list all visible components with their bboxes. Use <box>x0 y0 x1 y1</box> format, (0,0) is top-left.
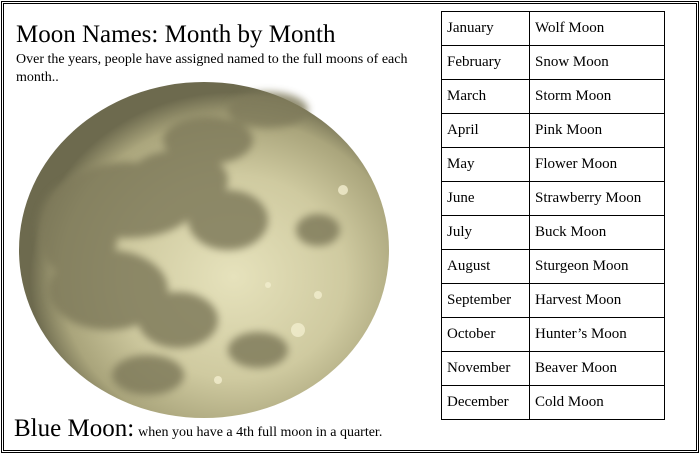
month-cell: October <box>442 318 530 352</box>
moon-name-cell: Harvest Moon <box>530 284 665 318</box>
blue-moon-note <box>14 414 382 448</box>
moon-name-cell: Wolf Moon <box>530 12 665 46</box>
moon-name-cell: Cold Moon <box>530 386 665 420</box>
table-row <box>442 46 665 80</box>
table-row <box>442 182 665 216</box>
moon-name-cell: Flower Moon <box>530 148 665 182</box>
moon-name-cell: Strawberry Moon <box>530 182 665 216</box>
table-row <box>442 216 665 250</box>
month-cell: April <box>442 114 530 148</box>
moon-name-cell: Pink Moon <box>530 114 665 148</box>
moon-name-cell: Buck Moon <box>530 216 665 250</box>
month-cell: January <box>442 12 530 46</box>
moon-name-cell: Storm Moon <box>530 80 665 114</box>
table-row <box>442 12 665 46</box>
page-title: Moon Names: Month by Month <box>16 21 336 48</box>
full-moon-image <box>18 80 390 420</box>
moon-name-cell: Sturgeon Moon <box>530 250 665 284</box>
moon-name-cell: Snow Moon <box>530 46 665 80</box>
month-cell: March <box>442 80 530 114</box>
table-row <box>442 148 665 182</box>
table-row <box>442 386 665 420</box>
blue-moon-heading: Blue Moon: <box>14 415 135 442</box>
month-cell: July <box>442 216 530 250</box>
table-row <box>442 352 665 386</box>
blue-moon-definition: when you have a 4th full moon in a quarter. <box>138 425 383 440</box>
table-row <box>442 250 665 284</box>
table-row <box>442 284 665 318</box>
table-row <box>442 80 665 114</box>
table-row <box>442 318 665 352</box>
moon-name-cell: Hunter’s Moon <box>530 318 665 352</box>
moon-names-table <box>441 11 665 420</box>
month-cell: February <box>442 46 530 80</box>
month-cell: September <box>442 284 530 318</box>
month-cell: August <box>442 250 530 284</box>
moon-illustration <box>18 80 390 420</box>
page-subtitle: Over the years, people have assigned named to the full moons of each month.. <box>16 52 408 85</box>
month-cell: November <box>442 352 530 386</box>
month-cell: June <box>442 182 530 216</box>
table-row <box>442 114 665 148</box>
month-cell: May <box>442 148 530 182</box>
month-cell: December <box>442 386 530 420</box>
moon-name-cell: Beaver Moon <box>530 352 665 386</box>
